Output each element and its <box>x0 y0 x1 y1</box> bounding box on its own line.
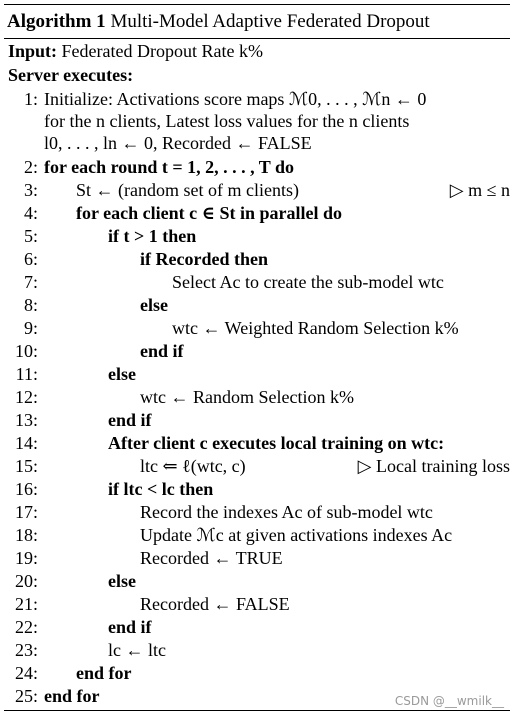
algo-line: for the n clients, Latest loss values for the n clients <box>44 111 410 131</box>
title-rule <box>4 38 510 39</box>
algo-line: 10: end if <box>14 341 184 361</box>
line-comment: ▷ m ≤ n <box>449 180 510 200</box>
algorithm-title <box>7 10 430 34</box>
algo-line: 16: if ltc < lc then <box>14 479 214 499</box>
watermark: CSDN @__wmilk__ <box>394 694 504 708</box>
algo-line: 18: Update ℳc at given activations indexes Ac <box>14 525 453 545</box>
input-label: Input: <box>8 41 58 61</box>
line-comment: ▷ Local training loss <box>357 456 510 476</box>
algo-line: 17: Record the indexes Ac of sub-model wtc <box>14 502 433 522</box>
algo-line: 14: After client c executes local training on wtc: <box>14 433 445 453</box>
algo-line: 23: lc ← ltc <box>14 640 166 660</box>
algo-line: 5: if t > 1 then <box>23 226 197 246</box>
algo-line: 13: end if <box>14 410 152 430</box>
algo-line: 25: end for <box>14 686 100 706</box>
input-text: Federated Dropout Rate k% <box>61 41 263 61</box>
algo-line: 20: else <box>14 571 136 591</box>
algo-line: 2: for each round t = 1, 2, . . . , T do <box>23 157 294 177</box>
algo-line: 11: else <box>15 364 136 384</box>
algo-line: 22: end if <box>14 617 152 637</box>
algorithm-name: Multi-Model Adaptive Federated Dropout <box>110 11 430 32</box>
algo-line: 8: else <box>23 295 168 315</box>
algo-line: 7: Select Ac to create the sub-model wtc <box>23 272 444 292</box>
algo-line: 12: wtc ← Random Selection k% <box>14 387 354 407</box>
server-executes: Server executes: <box>8 65 134 85</box>
algo-line: l0, . . . , ln ← 0, Recorded ← FALSE <box>44 133 312 153</box>
algorithm-label: Algorithm 1 <box>7 11 106 32</box>
algo-line: 15: ltc ⇐ ℓ(wtc, c) ▷ Local training loss <box>14 456 510 476</box>
algo-line: 24: end for <box>14 663 132 683</box>
bottom-rule <box>4 710 510 711</box>
algo-line: 3: St ← (random set of m clients) ▷ m ≤ n <box>23 180 510 200</box>
input-line <box>8 40 510 62</box>
algo-line: 4: for each client c ∈ St in parallel do <box>23 203 342 223</box>
algo-line: 6: if Recorded then <box>23 249 268 269</box>
algo-line: 1: Initialize: Activations score maps ℳ0, . . . , ℳn ← 0 <box>23 89 427 109</box>
algo-line: 9: wtc ← Weighted Random Selection k% <box>23 318 459 338</box>
algo-line: 19: Recorded ← TRUE <box>14 548 283 568</box>
top-rule <box>4 4 510 5</box>
algo-line: 21: Recorded ← FALSE <box>14 594 290 614</box>
